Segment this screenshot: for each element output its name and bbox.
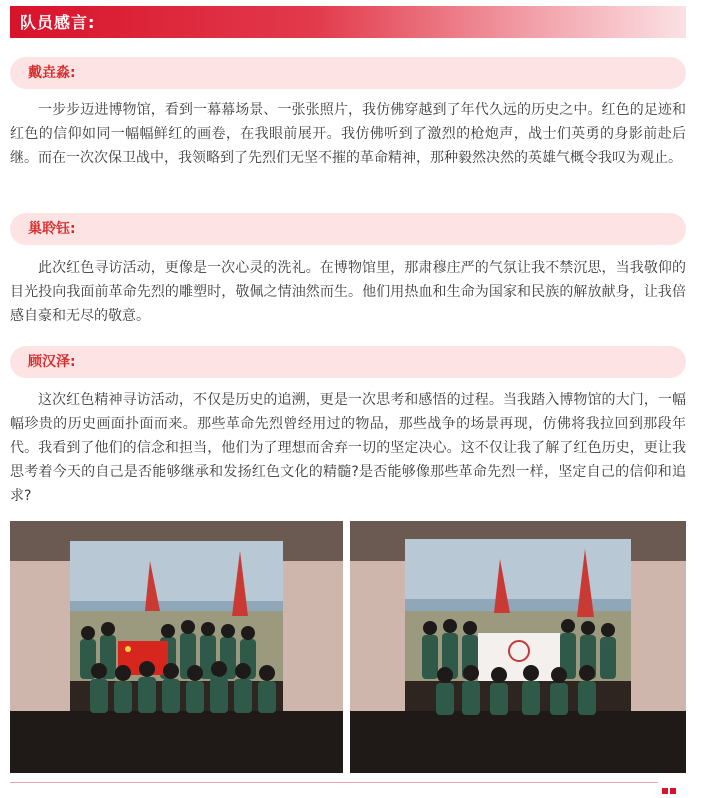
speaker-name: 巢聆钰: (28, 221, 76, 237)
speaker-name-pill (10, 213, 686, 245)
speaker-name: 顾汉泽: (28, 354, 76, 370)
footer-dots-decoration (662, 779, 686, 785)
speaker-name-pill (10, 346, 686, 378)
section-header-bar (10, 6, 686, 38)
group-photo-red-flag (10, 521, 343, 773)
testimonial-paragraph: 这次红色精神寻访活动，不仅是历史的追溯，更是一次思考和感悟的过程。当我踏入博物馆的大门，一幅幅珍贵的历史画面扑面而来。那些革命先烈曾经用过的物品，那些战争的场景再现，仿佛将我拉回到那段年代。我看到了他们的信念和担当，他们为了理想而舍弃一切的坚定决心。这不仅让我了解了红色历史，更让我思考着今天的自己是否能够继承和发扬红色文化的精髓?是否能够像那些革命先烈一样，坚定自己的信仰和追求? (10, 392, 686, 504)
group-photo-white-banner (350, 521, 686, 773)
testimonial-paragraph: 一步步迈进博物馆，看到一幕幕场景、一张张照片，我仿佛穿越到了年代久远的历史之中。红色的足迹和红色的信仰如同一幅幅鲜红的画卷，在我眼前展开。我仿佛听到了激烈的枪炮声，战士们英勇的身影前赴后继。而在一次次保卫战中，我领略到了先烈们无坚不摧的革命精神，那种毅然决然的英雄气概令我叹为观止。 (10, 102, 686, 166)
speaker-name: 戴垚淼: (28, 65, 76, 81)
section-header-title: 队员感言: (20, 13, 96, 32)
testimonial-paragraph: 此次红色寻访活动，更像是一次心灵的洗礼。在博物馆里，那肃穆庄严的气氛让我不禁沉思，当我敬仰的目光投向我面前革命先烈的雕塑时，敬佩之情油然而生。他们用热血和生命为国家和民族的解放献身，让我倍感自豪和无尽的敬意。 (10, 260, 686, 324)
speaker-name-pill (10, 57, 686, 89)
footer-divider (10, 782, 658, 783)
